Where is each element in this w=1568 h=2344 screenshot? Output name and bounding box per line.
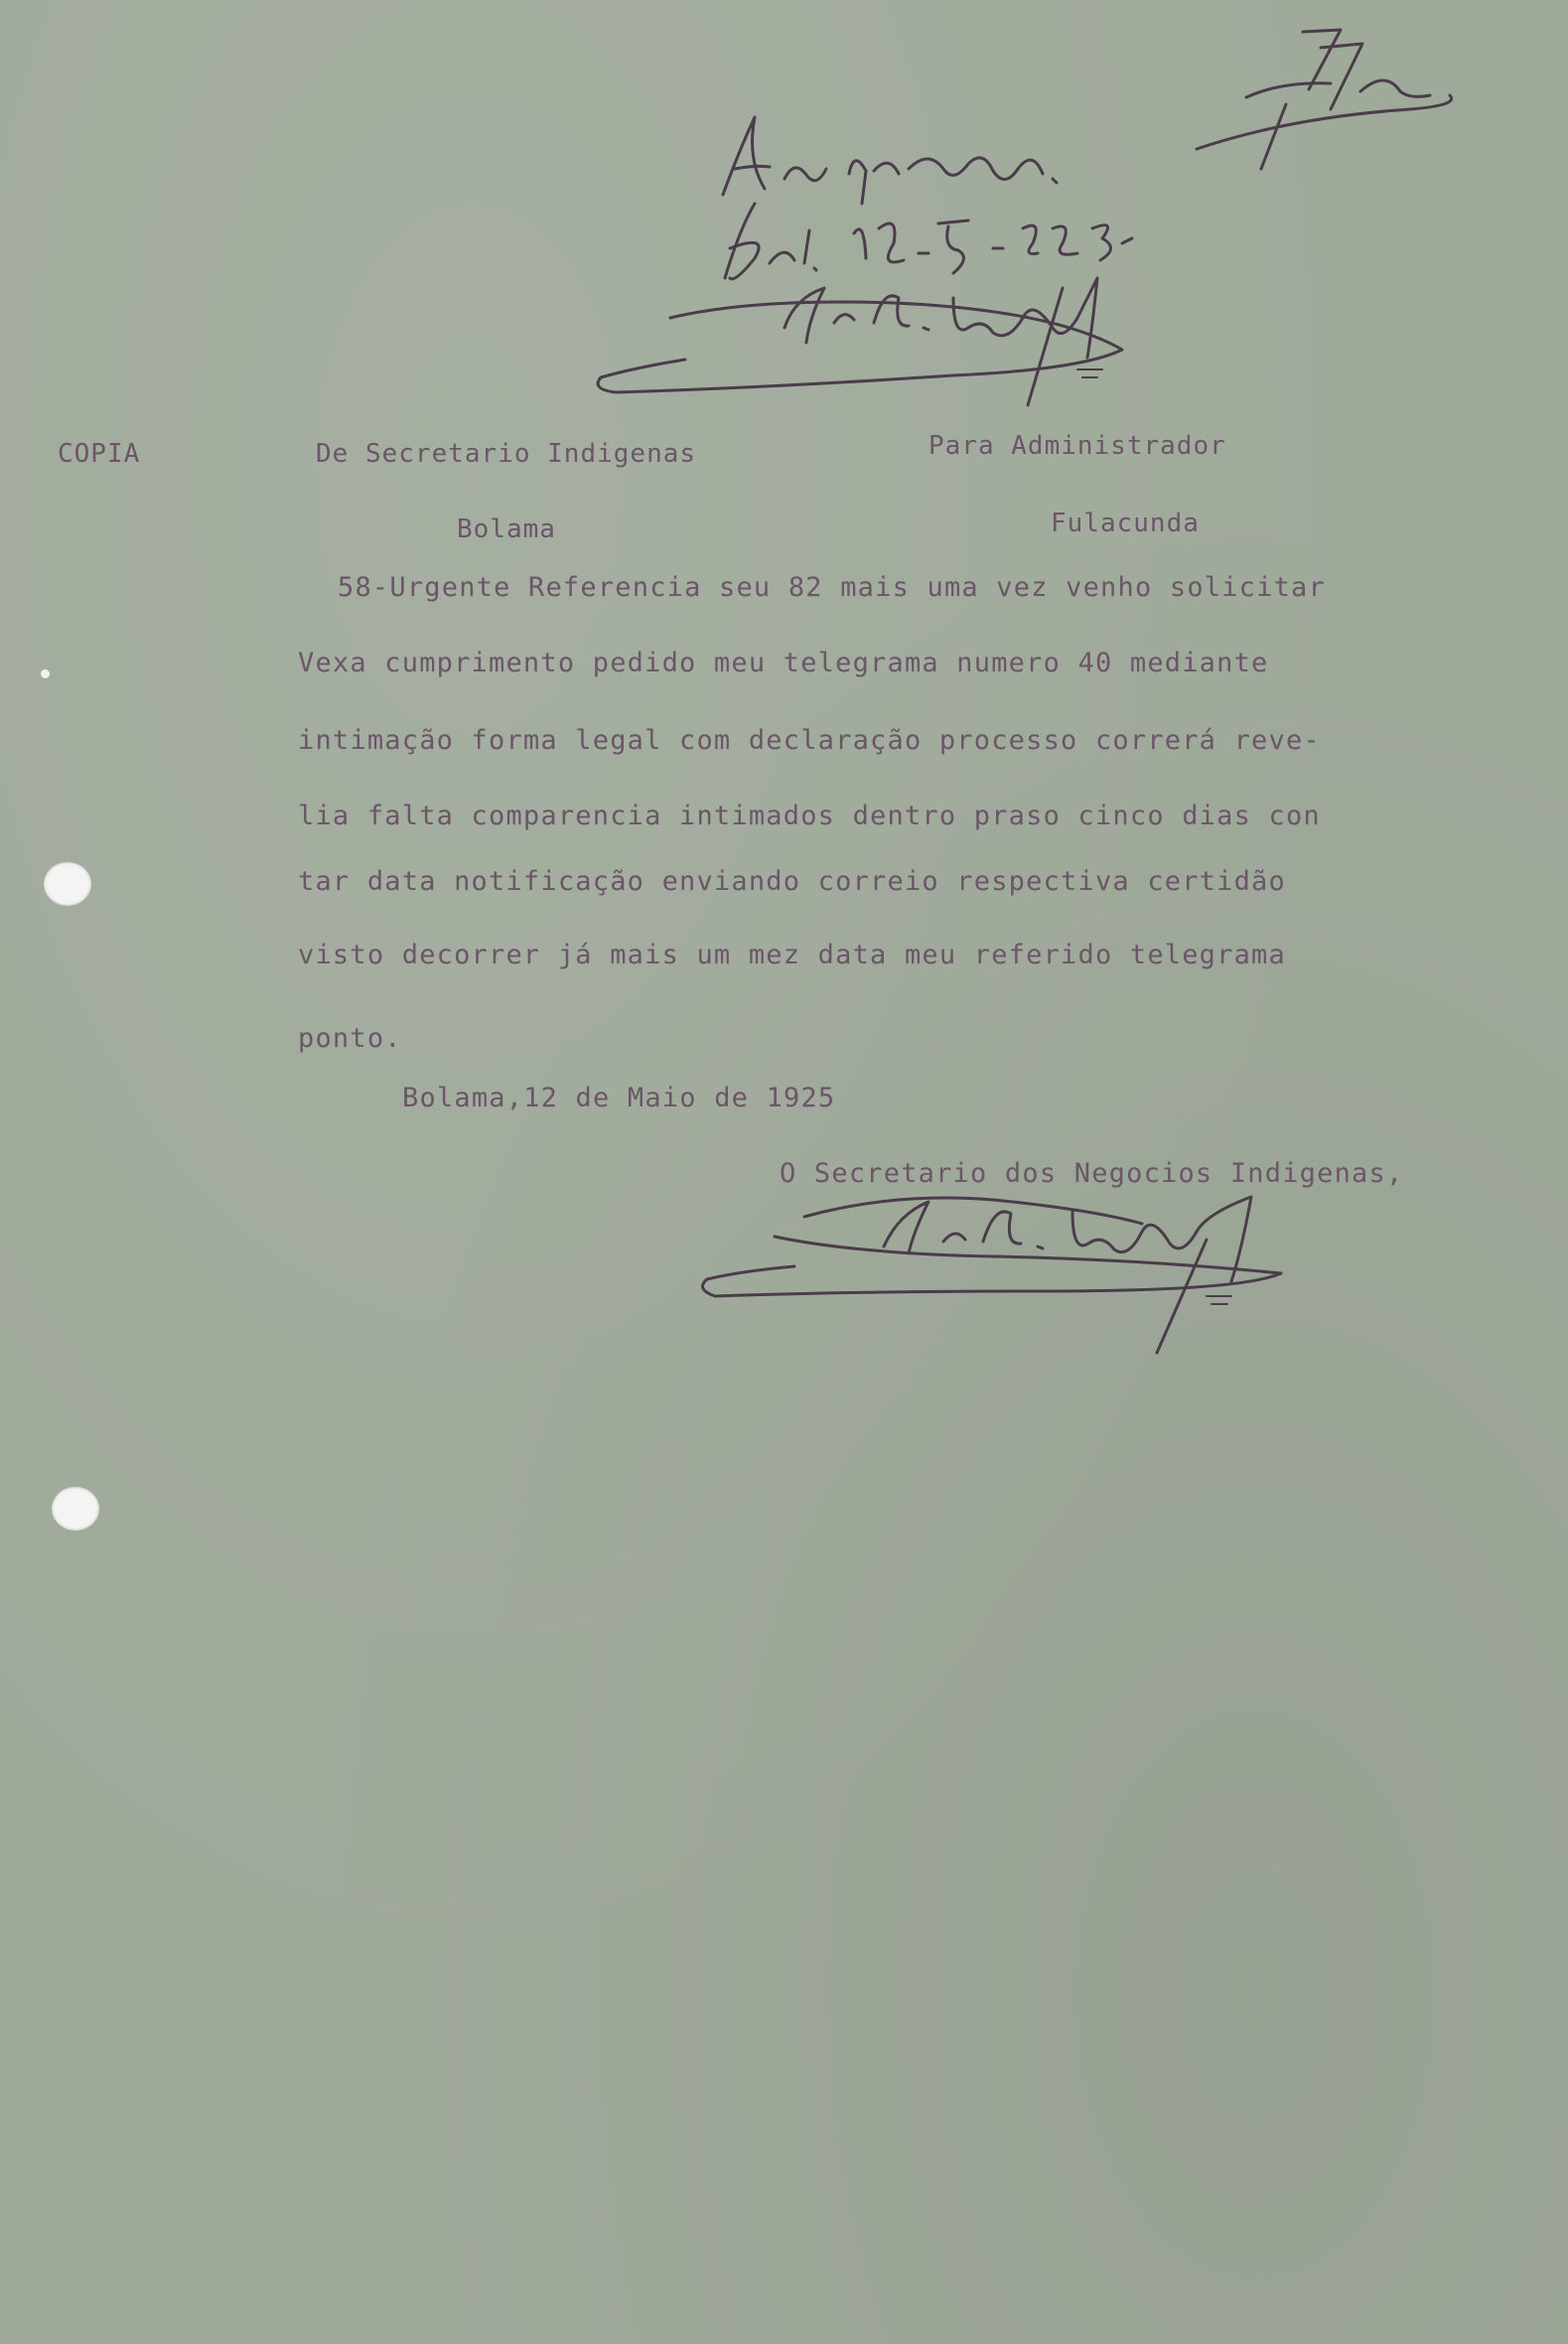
- from-line: De Secretario Indigenas: [316, 439, 697, 469]
- signatory-line: O Secretario dos Negocios Indigenas,: [780, 1158, 1404, 1189]
- to-line: Para Administrador: [928, 431, 1226, 461]
- body-line-4: lia falta comparencia intimados dentro praso cinco dias con: [298, 801, 1321, 831]
- body-line-2: Vexa cumprimento pedido meu telegrama numero 40 mediante: [298, 648, 1269, 678]
- from-place: Bolama: [457, 514, 556, 544]
- to-place: Fulacunda: [1051, 509, 1200, 538]
- copia-label: COPIA: [58, 439, 141, 469]
- body-line-1: 58-Urgente Referencia seu 82 mais uma vez venho solicitar: [338, 572, 1326, 603]
- body-line-5: tar data notificação enviando correio respectiva certidão: [298, 866, 1286, 897]
- body-line-6: visto decorrer já mais um mez data meu referido telegrama: [298, 940, 1286, 970]
- body-line-7: ponto.: [298, 1023, 402, 1054]
- date-line: Bolama,12 de Maio de 1925: [402, 1083, 836, 1113]
- body-line-3: intimação forma legal com declaração processo correrá reve-: [298, 725, 1321, 756]
